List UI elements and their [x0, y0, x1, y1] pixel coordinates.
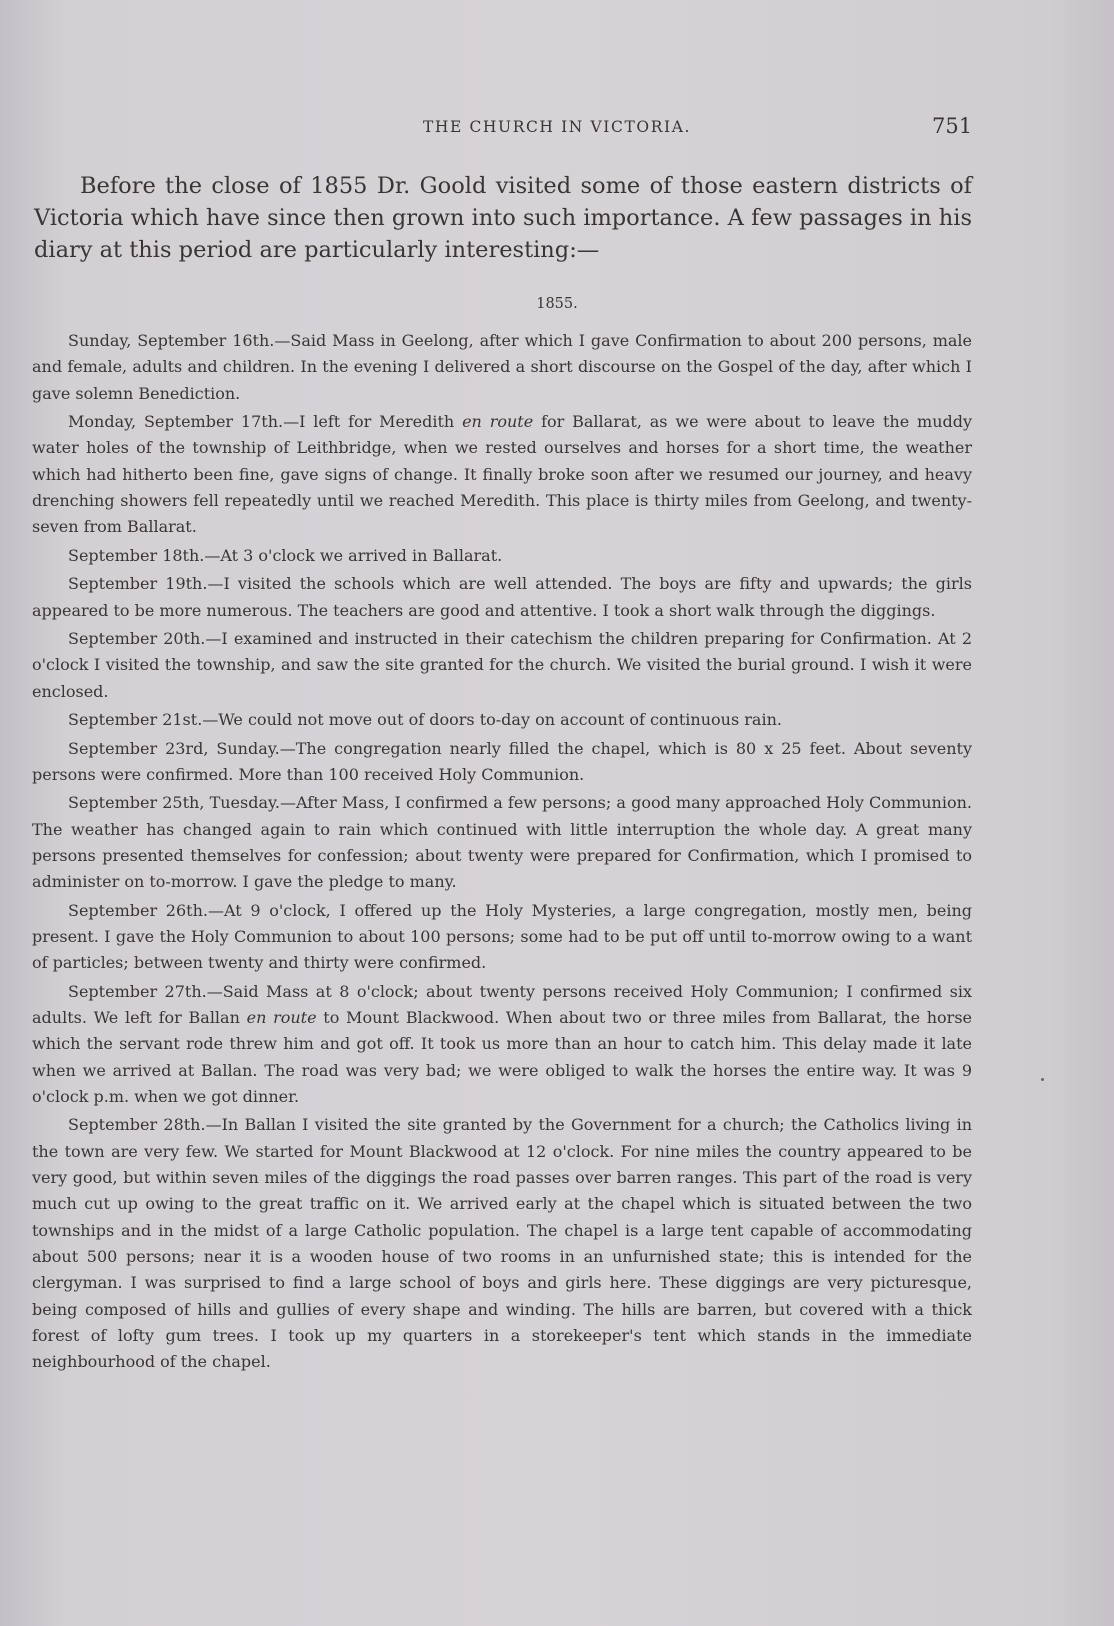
diary-entries: [32, 328, 972, 1378]
diary-entry-sep-27: September 27th.—Said Mass at 8 o'clock; about twenty persons received Holy Communion; I confirmed six adults. We left for Ballan en route to Mount Blackwood. When about two or three miles from Ballarat, the horse which the servant rode threw him and got off. It took us more than an hour to catch him. This delay made it late when we arrived at Ballan. The road was very bad; we were obliged to walk the horses the entire way. It was 9 o'clock p.m. when we got dinner.: [32, 981, 973, 1106]
ink-speck: [1041, 1078, 1044, 1081]
intro-section: [34, 170, 972, 266]
diary-entry-sep-20: September 20th.—I examined and instructed in their catechism the children preparing for Confirmation. At 2 o'clock I visited the township, and saw the site granted for the church. We visited the burial ground. I wish it were enclosed.: [32, 629, 972, 701]
year-heading: 1855.: [536, 296, 578, 312]
diary-entry-sep-28: September 28th.—In Ballan I visited the site granted by the Government for a church; the Catholics living in the town are very few. We started for Mount Blackwood at 12 o'clock. For nine miles the country appeared to be very good, but within seven miles of the diggings the road passes over barren ranges. This part of the road is very much cut up owing to the great traffic on it. We arrived early at the chapel which is situated between the two townships and in the midst of a large Catholic population. The chapel is a large tent capable of accommodating about 500 persons; near it is a wooden house of two rooms in an unfurnished state; this is intended for the clergyman. I was surprised to find a large school of boys and girls here. These diggings are very picturesque, being composed of hills and gullies of every shape and winding. The hills are barren, but covered with a thick forest of lofty gum trees. I took up my quarters in a storekeeper's tent which stands in the immediate neighbourhood of the chapel.: [32, 1115, 972, 1372]
diary-entry-sep-19: September 19th.—I visited the schools which are well attended. The boys are fifty and upwards; the girls appeared to be more numerous. The teachers are good and attentive. I took a short walk through the diggings.: [32, 574, 972, 620]
diary-entry-sep-18: September 18th.—At 3 o'clock we arrived in Ballarat.: [68, 545, 503, 565]
diary-entry-sep-16: Sunday, September 16th.—Said Mass in Geelong, after which I gave Confirmation to about 200 persons, male and female, adults and children. In the evening I delivered a short discourse on the Gospel of the day, after which I gave solemn Benediction.: [32, 331, 972, 403]
page-number: 751: [932, 114, 973, 138]
diary-entry-sep-21: September 21st.—We could not move out of doors to-day on account of continuous rain.: [68, 710, 782, 730]
intro-paragraph: Before the close of 1855 Dr. Goold visited some of those eastern districts of Victoria which have since then grown into such importance. A few passages in his diary at this period are particularly interesting:—: [34, 173, 972, 263]
diary-entry-sep-23: September 23rd, Sunday.—The congregation nearly filled the chapel, which is 80 x 25 feet. About seventy persons were confirmed. More than 100 received Holy Communion.: [32, 738, 972, 784]
diary-entry-sep-26: September 26th.—At 9 o'clock, I offered up the Holy Mysteries, a large congregation, mostly men, being present. I gave the Holy Communion to about 100 persons; some had to be put off until to-morrow owing to a want of particles; between twenty and thirty were confirmed.: [32, 900, 972, 973]
diary-entry-sep-25: September 25th, Tuesday.—After Mass, I confirmed a few persons; a good many approached Holy Communion. The weather has changed again to rain which continued with little interruption the whole day. A great many persons presented themselves for confession; about twenty were prepared for Confirmation, which I promised to administer on to-morrow. I gave the pledge to many.: [32, 793, 972, 892]
running-title: THE CHURCH IN VICTORIA.: [422, 118, 692, 136]
diary-entry-sep-17: Monday, September 17th.—I left for Meredith en route for Ballarat, as we were about to leave the muddy water holes of the township of Leithbridge, when we rested ourselves and horses for a short time, the weather which had hitherto been fine, gave signs of change. It finally broke soon after we resumed our journey, and heavy drenching showers fell repeatedly until we reached Meredith. This place is thirty miles from Geelong, and twenty-seven from Ballarat.: [32, 412, 973, 537]
